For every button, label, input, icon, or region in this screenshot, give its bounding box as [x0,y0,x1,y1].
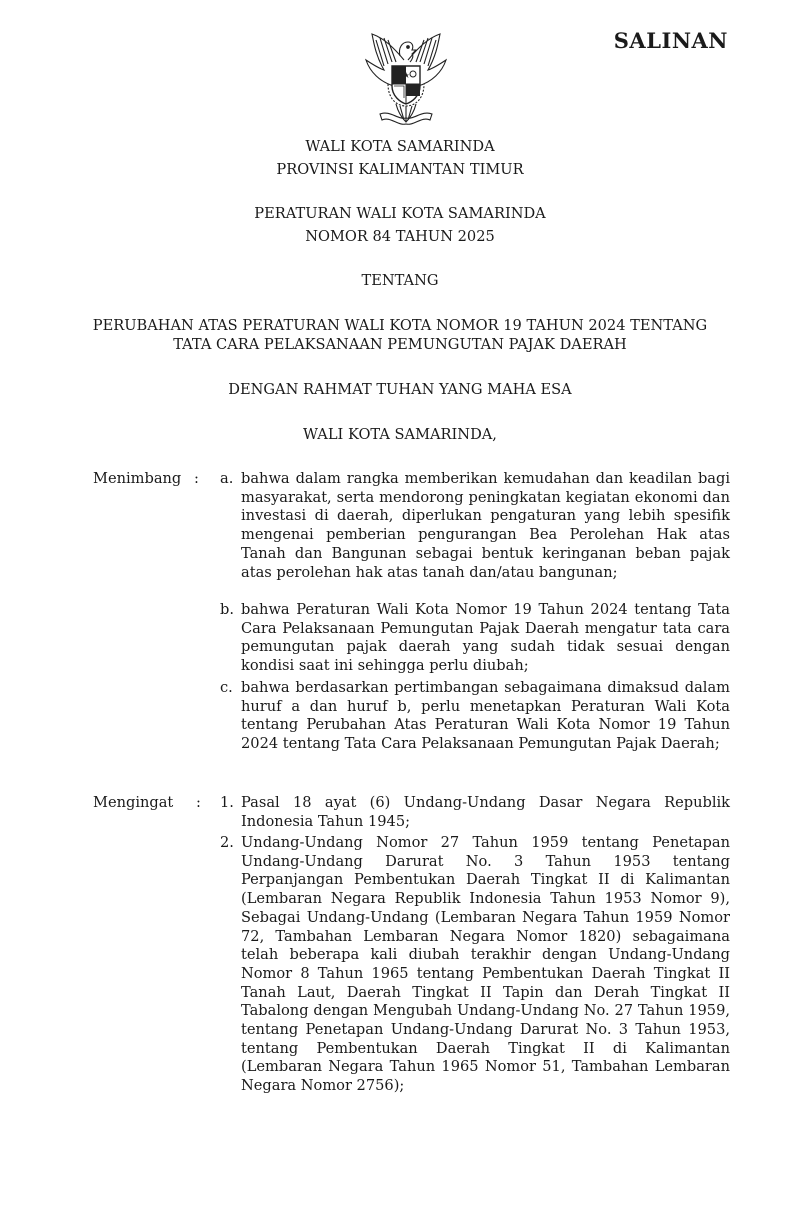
item-marker: 1. [220,794,234,811]
salinan-stamp: SALINAN [613,28,728,53]
garuda-pancasila-emblem-icon [354,26,458,130]
item-marker: 2. [220,834,234,851]
mengingat-item-2 [220,834,730,1096]
header-province: PROVINSI KALIMANTAN TIMUR [276,161,524,178]
item-text: bahwa Peraturan Wali Kota Nomor 19 Tahun 2024 tentang Tata Cara Pelaksanaan Pemungutan Pajak Daerah mengatur tata cara pemungutan pajak daerah yang sudah tidak sesuai dengan kondisi saat ini sehingga perlu diubah; [241,601,730,675]
header-mayor-title: WALI KOTA SAMARINDA [305,138,495,155]
menimbang-item-b [220,601,730,676]
item-marker: b. [220,601,234,618]
item-text: Undang-Undang Nomor 27 Tahun 1959 tentang Penetapan Undang-Undang Darurat No. 3 Tahun 1953 tentang Perpanjangan Pembentukan Daerah Tingkat II di Kalimantan (Lembaran Negara Republik Indonesia Tahun 1953 Nomor 9), Sebagai Undang-Undang (Lembaran Negara Tahun 1959 Nomor 72, Tambahan Lembaran Negara Nomor 1820) sebagaimana telah beberapa kali diubah terakhir dengan Undang-Undang Nomor 8 Tahun 1965 tentang Pembentukan Daerah Tingkat II Tanah Laut, Daerah Tingkat II Tapin dan Derah Tingkat II Tabalong dengan Mengubah Undang-Undang No. 27 Tahun 1959, tentang Penetapan Undang-Undang Darurat No. 3 Tahun 1953, tentang Pembentukan Daerah Tingkat II di Kalimantan (Lembaran Negara Tahun 1965 Nomor 51, Tambahan Lembaran Negara Nomor 2756); [241,834,730,1095]
regulation-number: NOMOR 84 TAHUN 2025 [305,228,495,245]
mayor-heading: WALI KOTA SAMARINDA, [303,426,497,443]
item-text: bahwa dalam rangka memberikan kemudahan dan keadilan bagi masyarakat, serta mendorong peningkatan kegiatan ekonomi dan investasi di daerah, diperlukan pengaturan yang lebih spesifik mengenai pemberian pengurangan Bea Perolehan Hak atas Tanah dan Bangunan sebagai bentuk keringanan beban pajak atas perolehan hak atas tanah dan/atau bangunan; [241,470,730,581]
menimbang-label: Menimbang [93,470,182,487]
item-text: Pasal 18 ayat (6) Undang-Undang Dasar Negara Republik Indonesia Tahun 1945; [241,794,730,830]
item-marker: c. [220,679,233,696]
regulation-title: PERATURAN WALI KOTA SAMARINDA [254,205,546,222]
menimbang-item-c [220,679,730,754]
mengingat-label: Mengingat [93,794,174,811]
item-text: bahwa berdasarkan pertimbangan sebagaimana dimaksud dalam huruf a dan huruf b, perlu menetapkan Peraturan Wali Kota tentang Perubahan Atas Peraturan Wali Kota Nomor 19 Tahun 2024 tentang Tata Cara Pelaksanaan Pemungutan Pajak Daerah; [241,679,730,753]
subject-line-1: PERUBAHAN ATAS PERATURAN WALI KOTA NOMOR 19 TAHUN 2024 TENTANG [92,317,708,334]
subject-line-2: TATA CARA PELAKSANAAN PEMUNGUTAN PAJAK DAERAH [173,336,627,353]
menimbang-item-a [220,470,730,582]
mengingat-colon: : [196,794,201,811]
mengingat-item-1 [220,794,730,831]
menimbang-colon: : [194,470,199,487]
about-label: TENTANG [361,272,439,289]
blessing-line: DENGAN RAHMAT TUHAN YANG MAHA ESA [228,381,572,398]
item-marker: a. [220,470,234,487]
